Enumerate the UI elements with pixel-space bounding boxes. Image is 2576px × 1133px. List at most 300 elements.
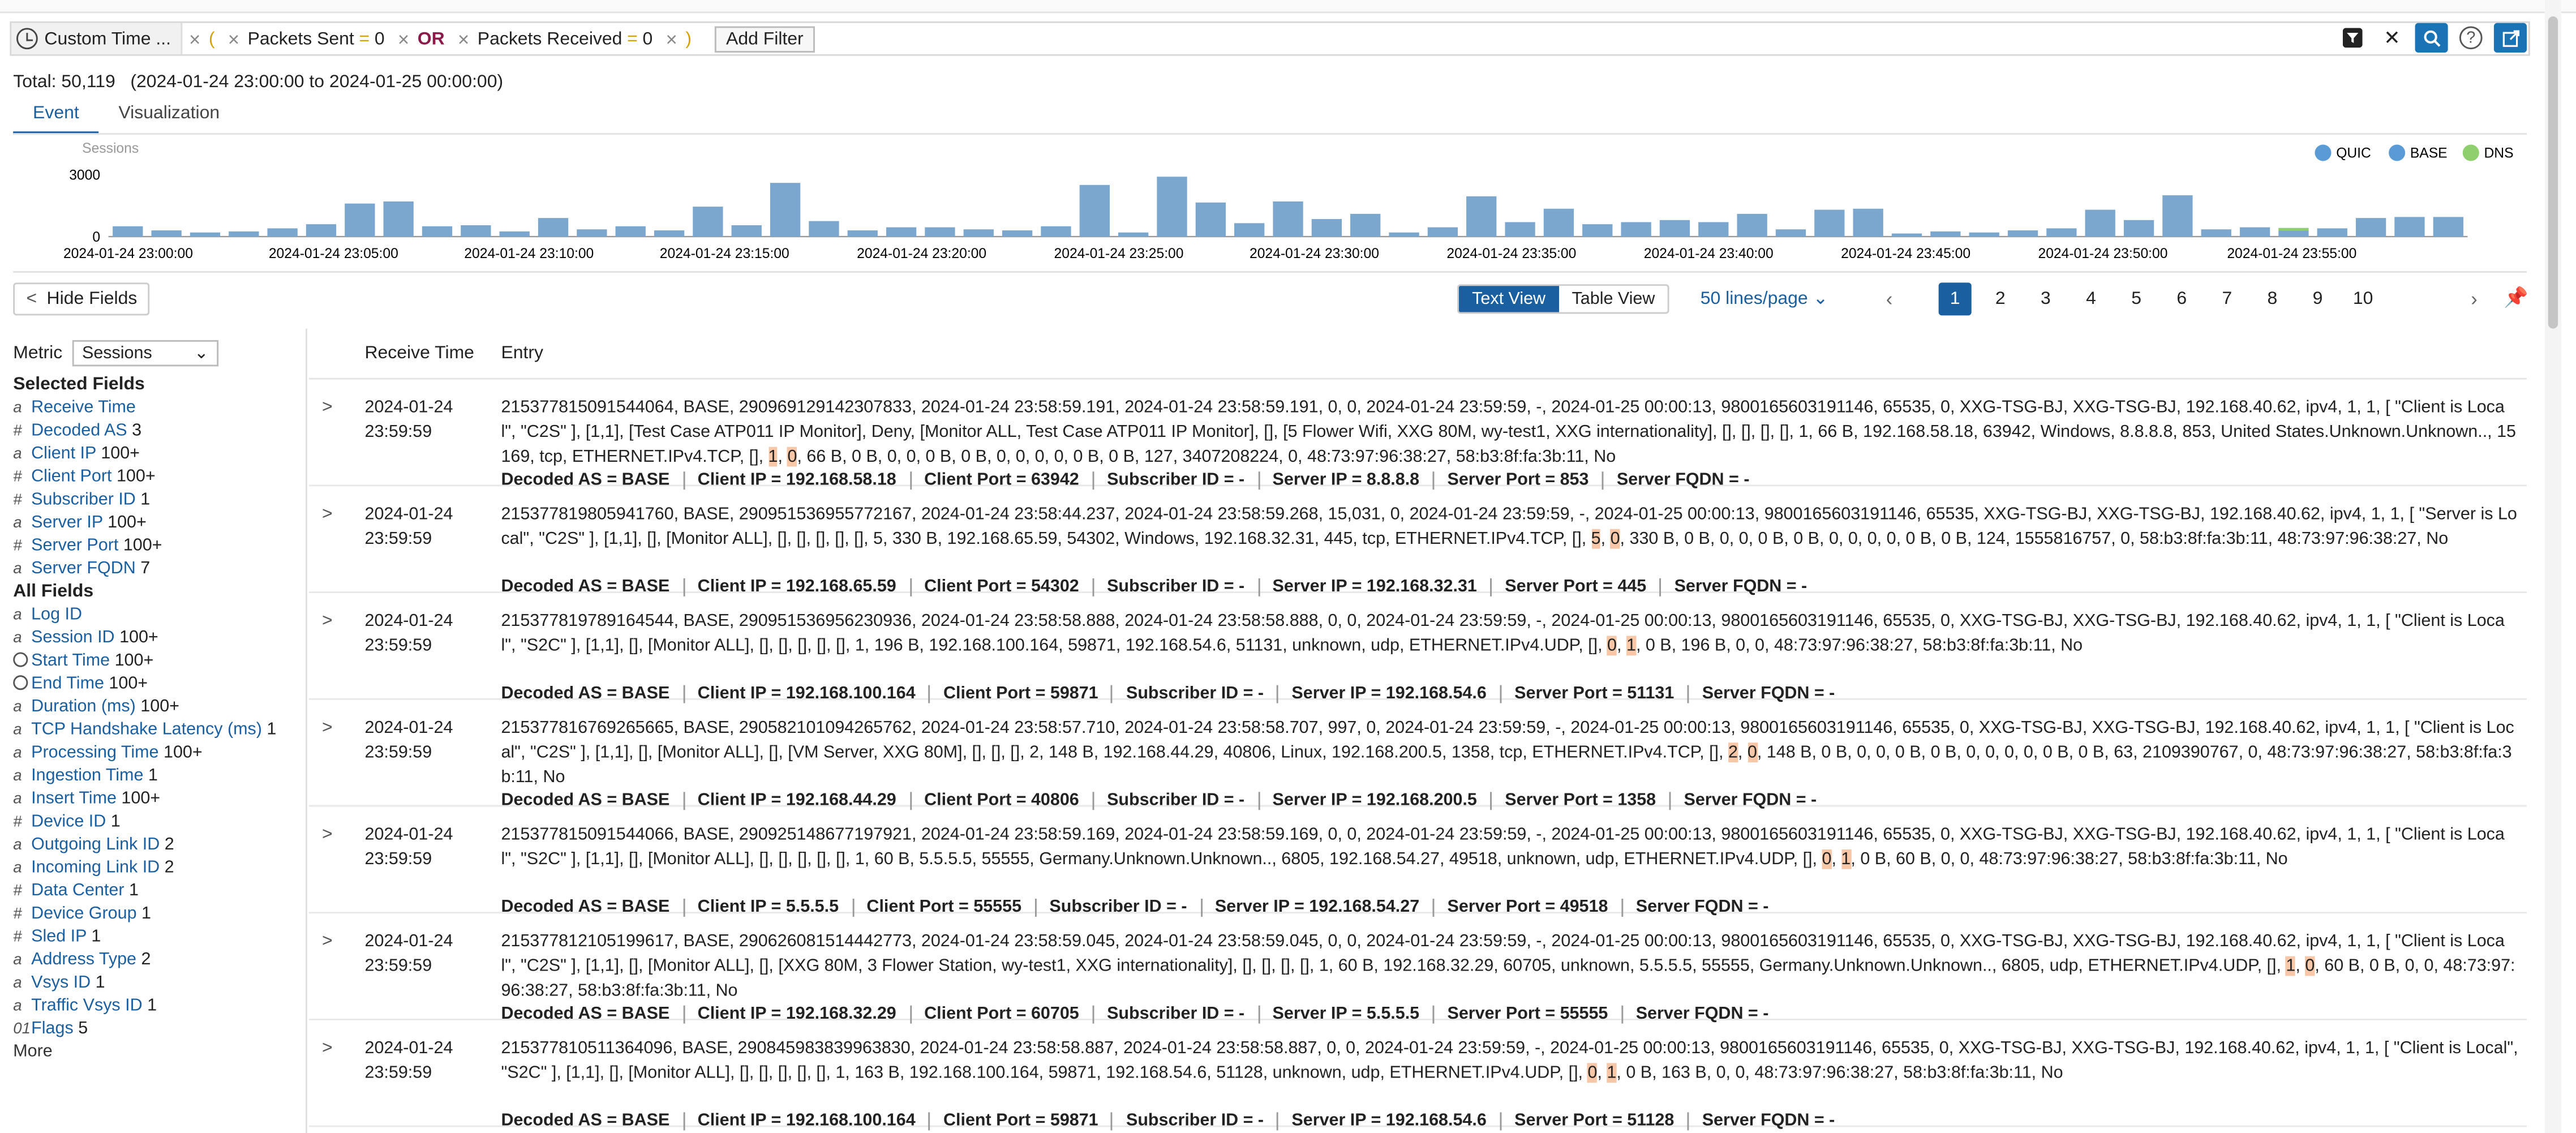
group-close-chip[interactable]: [659, 23, 698, 54]
field-name[interactable]: Vsys ID: [31, 972, 91, 993]
field-type-icon: a: [13, 560, 22, 578]
entry-text[interactable]: [501, 823, 2518, 872]
field-item[interactable]: [13, 948, 306, 971]
filter-value: 0: [642, 28, 653, 49]
scrollbar-thumb[interactable]: [2548, 16, 2558, 329]
bar[interactable]: [2356, 218, 2386, 237]
add-filter-button[interactable]: Add Filter: [715, 25, 815, 52]
bar[interactable]: [1234, 223, 1264, 237]
field-value-pair[interactable]: Server FQDN = -: [1621, 899, 1782, 917]
help-button[interactable]: [2453, 20, 2489, 56]
field-type-icon: a: [13, 698, 22, 716]
bar[interactable]: [693, 207, 723, 237]
page-9-button[interactable]: 9: [2312, 289, 2323, 309]
field-item[interactable]: [13, 419, 306, 442]
field-item[interactable]: [13, 557, 306, 580]
page-3-button[interactable]: 3: [2041, 289, 2051, 309]
bar[interactable]: [732, 225, 762, 237]
field-count: 1: [110, 812, 121, 831]
or-chip[interactable]: [391, 23, 451, 54]
bar[interactable]: [384, 201, 414, 237]
entry-part: , 66 B, 0 B, 0, 0, 0 B, 0 B, 0, 0, 0, 0, 0 B, 0 B, 127, 3407208224, 0, 48:73:97:96:38:27, 58:b3:8f:fa:3b:11, No: [797, 447, 1616, 467]
bar[interactable]: [2201, 229, 2231, 237]
bar[interactable]: [616, 226, 646, 237]
entry-text[interactable]: [501, 930, 2518, 1004]
field-value-pair[interactable]: Server Port = 51128: [1500, 1112, 1688, 1130]
bar[interactable]: [1814, 210, 1844, 237]
field-value-pair[interactable]: Server FQDN = -: [1688, 1112, 1848, 1130]
field-value-pair[interactable]: Client Port = 59871: [929, 1112, 1111, 1130]
field-value-pair[interactable]: Server FQDN = -: [1621, 1006, 1782, 1024]
receive-time-cell: [364, 716, 453, 766]
bar[interactable]: [1466, 196, 1496, 237]
field-item[interactable]: [13, 764, 306, 787]
field-name[interactable]: Client Port: [31, 466, 112, 487]
field-name[interactable]: Incoming Link ID: [31, 857, 160, 878]
bar[interactable]: [1737, 214, 1767, 237]
col-entry[interactable]: Entry: [501, 343, 544, 363]
field-name[interactable]: Device Group: [31, 903, 137, 924]
field-name[interactable]: Processing Time: [31, 743, 159, 763]
receive-date: 2024-01-24: [364, 397, 453, 418]
field-value-pair[interactable]: Subscriber ID = -: [1092, 578, 1257, 596]
field-value-pair[interactable]: Subscriber ID = -: [1111, 1112, 1277, 1130]
metric-label: Metric: [13, 343, 63, 363]
bar[interactable]: [229, 231, 259, 237]
field-value-pair[interactable]: Server IP = 192.168.54.6: [1277, 685, 1500, 703]
packets-received-chip[interactable]: [451, 23, 659, 54]
bar[interactable]: [2162, 195, 2192, 237]
prev-page-button[interactable]: ‹: [1886, 287, 1893, 311]
expand-chevron-icon[interactable]: >: [322, 611, 333, 631]
bar[interactable]: [848, 230, 878, 237]
packets-received-highlight: 1: [1841, 849, 1851, 869]
field-value-pair[interactable]: Subscriber ID = -: [1034, 899, 1200, 917]
table-row[interactable]: [309, 486, 2527, 596]
legend-entry[interactable]: QUIC: [2336, 145, 2371, 161]
page-5-button[interactable]: 5: [2131, 289, 2142, 309]
field-value-pair[interactable]: Decoded AS = BASE: [501, 1003, 670, 1024]
field-value-pair[interactable]: Server Port = 853: [1432, 471, 1602, 490]
packets-sent-highlight: 1: [768, 447, 778, 467]
search-button[interactable]: [2414, 20, 2450, 56]
field-value-pair[interactable]: Subscriber ID = -: [1111, 685, 1277, 703]
field-value-pair[interactable]: Client Port = 54302: [909, 578, 1092, 596]
filter-funnel-icon[interactable]: [2334, 20, 2371, 56]
legend-entry[interactable]: DNS: [2484, 145, 2514, 161]
entry-text[interactable]: [501, 503, 2518, 552]
entry-part: , 0 B, 196 B, 0, 0, 48:73:97:96:38:27, 58:b3:8f:fa:3b:11, No: [1635, 636, 2083, 656]
field-value-pair[interactable]: Subscriber ID = -: [1092, 471, 1257, 490]
field-value-pair[interactable]: Server IP = 192.168.32.31: [1257, 578, 1490, 596]
field-count: 1: [148, 765, 158, 786]
field-value-pair[interactable]: Server FQDN = -: [1659, 578, 1820, 596]
entry-part: 215377819805941760, BASE, 290951536955772167, 2024-01-24 23:58:44.237, 2024-01-24 23:58:59.268, 15,031, 0, 2024-01-24 23:59:59, -, 2024-01-25 00:00:13, 9800165603191146, 65535, XXG-TSG-BJ, XXG-TSG-BJ, 192.168.40.62, ipv4, 1, 1, [ "Server is Local", "C2S" ], [1,1], [], [Monitor ALL], [], [], [], [], [], 5, 330 B, 192.168.65.59, 54302, Windows, 192.168.32.31, 445, tcp, ETHERNET.IPv4.TCP, [],: [501, 504, 2517, 549]
field-value-pair[interactable]: Decoded AS = BASE: [501, 683, 670, 703]
bar[interactable]: [345, 204, 375, 237]
field-name[interactable]: TCP Handshake Latency (ms): [31, 719, 262, 740]
field-item[interactable]: [13, 465, 306, 488]
field-type-icon: a: [13, 629, 22, 647]
entry-text[interactable]: [501, 610, 2518, 659]
field-type-icon: a: [13, 445, 22, 464]
field-value-pair[interactable]: Server Port = 55555: [1432, 1006, 1621, 1024]
field-count: 2: [164, 857, 174, 878]
field-name[interactable]: Subscriber ID: [31, 490, 136, 509]
total-count: Total: 50,119: [13, 72, 115, 92]
field-value-pair[interactable]: Decoded AS = BASE: [501, 576, 670, 596]
tab-event[interactable]: Event: [13, 104, 98, 135]
field-value-pair[interactable]: Server FQDN = -: [1602, 471, 1763, 490]
fields-list: [13, 373, 306, 1063]
tab-visualization[interactable]: Visualization: [118, 103, 220, 123]
receive-date: 2024-01-24: [364, 611, 453, 631]
field-item[interactable]: [13, 902, 306, 925]
bar[interactable]: [461, 225, 491, 237]
page-1-button[interactable]: 1: [1939, 282, 1972, 315]
bar[interactable]: [2085, 210, 2115, 237]
bar[interactable]: [1389, 233, 1419, 237]
bar[interactable]: [1582, 224, 1612, 237]
next-page-button[interactable]: ›: [2471, 287, 2478, 311]
field-value-pair[interactable]: Client Port = 63942: [909, 471, 1092, 490]
close-icon[interactable]: ×: [457, 27, 470, 50]
field-count: 100+: [123, 535, 162, 556]
bar[interactable]: [2124, 220, 2154, 237]
bar[interactable]: [2433, 217, 2463, 237]
bar[interactable]: [1969, 233, 1999, 237]
page-2-button[interactable]: 2: [1995, 289, 2006, 309]
bar[interactable]: [1892, 234, 1922, 237]
page-7-button[interactable]: 7: [2222, 289, 2232, 309]
field-value-pair[interactable]: Client IP = 192.168.65.59: [683, 578, 909, 596]
x-tick-label: 2024-01-24 23:45:00: [1841, 246, 1971, 261]
field-value-pair[interactable]: Subscriber ID = -: [1092, 792, 1257, 810]
table-row[interactable]: [309, 913, 2527, 1024]
field-value-pair[interactable]: Server IP = 192.168.54.6: [1277, 1112, 1500, 1130]
bar[interactable]: [964, 229, 994, 237]
bar[interactable]: [1118, 233, 1148, 237]
field-name[interactable]: Flags: [31, 1018, 74, 1038]
clear-icon[interactable]: ✕: [2384, 26, 2401, 50]
expand-chevron-icon[interactable]: >: [322, 932, 333, 951]
page-10-button[interactable]: 10: [2352, 289, 2373, 309]
entry-part: , 148 B, 0 B, 0, 0, 0 B, 0 B, 0, 0, 0, 0, 0 B, 0 B, 63, 2109390767, 0, 48:73:97:96:38:27, 58:b3:8f:fa:3b:11, No: [501, 743, 2512, 787]
field-type-icon: a: [13, 514, 22, 533]
more-link[interactable]: More: [13, 1041, 53, 1062]
receive-date: 2024-01-24: [364, 932, 453, 951]
x-tick-label: 2024-01-24 23:00:00: [63, 246, 193, 261]
filter-bar[interactable]: [10, 22, 2530, 56]
bar[interactable]: [151, 230, 181, 237]
field-value-pair[interactable]: Client IP = 192.168.58.18: [683, 471, 909, 490]
x-tick-label: 2024-01-24 23:15:00: [659, 246, 789, 261]
table-row[interactable]: [309, 593, 2527, 703]
bar[interactable]: [886, 228, 916, 237]
bar[interactable]: [2278, 230, 2308, 237]
field-item[interactable]: [13, 672, 306, 695]
expand-chevron-icon[interactable]: >: [322, 397, 333, 418]
bar[interactable]: [1544, 209, 1574, 237]
bar[interactable]: [1312, 219, 1342, 237]
field-name[interactable]: Data Center: [31, 881, 124, 900]
field-name[interactable]: Duration (ms): [31, 696, 136, 716]
bar[interactable]: [1428, 228, 1458, 237]
bar[interactable]: [190, 233, 220, 237]
expand-chevron-icon[interactable]: >: [322, 504, 333, 525]
bar[interactable]: [2008, 230, 2038, 237]
receive-date: 2024-01-24: [364, 1038, 453, 1058]
x-tick-label: 2024-01-24 23:40:00: [1643, 246, 1774, 261]
field-item[interactable]: [13, 603, 306, 626]
packets-received-highlight: 1: [1607, 1063, 1617, 1083]
field-value-pair[interactable]: Server Port = 445: [1490, 578, 1659, 596]
table-row[interactable]: [309, 380, 2527, 490]
table-row[interactable]: [309, 700, 2527, 810]
field-item[interactable]: [13, 787, 306, 810]
x-tick-label: 2024-01-24 23:35:00: [1446, 246, 1577, 261]
all-title: All Fields: [13, 581, 94, 602]
field-item[interactable]: [13, 925, 306, 948]
field-name[interactable]: Log ID: [31, 604, 82, 625]
field-value-pair[interactable]: Server Port = 1358: [1490, 792, 1669, 810]
metric-value: Sessions: [82, 343, 152, 363]
x-tick-label: 2024-01-24 23:30:00: [1250, 246, 1379, 261]
field-item[interactable]: [13, 741, 306, 764]
field-item[interactable]: [13, 833, 306, 856]
or-operator: OR: [417, 28, 445, 49]
bar[interactable]: [1196, 203, 1226, 237]
field-item[interactable]: [13, 879, 306, 902]
field-count: 1: [147, 995, 157, 1016]
entry-part: 215377815091544064, BASE, 290969129142307833, 2024-01-24 23:58:59.191, 2024-01-24 23:58:59.191, 0, 0, 2024-01-24 23:59:59, -, 2024-01-25 00:00:13, 9800165603191146, 65535, 0, XXG-TSG-BJ, XXG-TSG-BJ, 192.168.40.62, ipv4, 1, 1, [ "Client is Local", "C2S" ], [1,1], [Test Case ATP011 IP Monitor], Deny, [Monitor ALL, Test Case ATP011 IP Monitor], [], [5 Flower Wifi, XXG 80M, wy-test1, XXG internationality], [], [], [], [], 1, 66 B, 192.168.58.18, 63942, Windows, 8.8.8.8, 853, United States.Unknown.Unknown.., 15169, tcp, ETHERNET.IPv4.TCP, [],: [501, 397, 2517, 467]
field-item[interactable]: [13, 534, 306, 557]
field-value-pair[interactable]: Decoded AS = BASE: [501, 470, 670, 490]
packets-sent-highlight: 1: [2286, 956, 2296, 976]
receive-clock: 23:59:59: [364, 422, 432, 442]
filter-key: Packets Received: [477, 28, 622, 49]
legend-entry[interactable]: BASE: [2410, 145, 2448, 161]
bar[interactable]: [1660, 220, 1690, 237]
field-name[interactable]: Receive Time: [31, 397, 136, 418]
field-name[interactable]: Session ID: [31, 627, 115, 647]
field-value-pair[interactable]: Server Port = 49518: [1432, 899, 1621, 917]
field-item[interactable]: [13, 856, 306, 879]
field-name[interactable]: Ingestion Time: [31, 765, 144, 786]
bar[interactable]: [809, 221, 839, 237]
field-name[interactable]: Outgoing Link ID: [31, 834, 160, 855]
bar[interactable]: [113, 226, 143, 237]
bar[interactable]: [1002, 230, 1032, 237]
close-icon[interactable]: ×: [227, 27, 240, 50]
table-row[interactable]: [309, 1020, 2527, 1131]
bar[interactable]: [267, 228, 297, 237]
field-name[interactable]: Insert Time: [31, 788, 117, 809]
col-receive-time[interactable]: Receive Time: [364, 343, 474, 363]
pin-icon[interactable]: 📌: [2504, 286, 2528, 309]
table-view-button[interactable]: Table View: [1572, 289, 1655, 309]
bar[interactable]: [1041, 226, 1071, 237]
bar[interactable]: [500, 231, 530, 237]
receive-time-cell: [364, 930, 453, 979]
packets-sent-chip[interactable]: [221, 23, 391, 54]
field-item[interactable]: [13, 718, 306, 741]
packets-sent-highlight: 2: [1728, 743, 1738, 763]
field-value-pair[interactable]: Server IP = 5.5.5.5: [1257, 1006, 1432, 1024]
bar[interactable]: [306, 224, 336, 237]
field-value-pair[interactable]: Server FQDN = -: [1669, 792, 1830, 810]
field-item[interactable]: [13, 810, 306, 833]
open-paren: (: [208, 28, 215, 49]
field-item[interactable]: [13, 1017, 306, 1040]
field-item[interactable]: [13, 396, 306, 419]
expand-chevron-icon[interactable]: >: [322, 825, 333, 845]
expand-chevron-icon[interactable]: >: [322, 1038, 333, 1058]
field-item[interactable]: [13, 649, 306, 672]
field-value-pair[interactable]: Client Port = 60705: [909, 1006, 1092, 1024]
field-value-pair[interactable]: Decoded AS = BASE: [501, 790, 670, 810]
bar[interactable]: [1080, 185, 1110, 237]
field-count: 3: [132, 420, 142, 441]
field-value-pair[interactable]: Client IP = 192.168.32.29: [683, 1006, 909, 1024]
field-type-icon: a: [13, 399, 22, 418]
bar[interactable]: [422, 226, 452, 237]
field-type-icon: a: [13, 606, 22, 625]
field-value-pair[interactable]: Client Port = 55555: [852, 899, 1034, 917]
metric-select[interactable]: [72, 340, 218, 366]
bar[interactable]: [1776, 229, 1806, 237]
bar[interactable]: [1853, 209, 1883, 237]
field-item[interactable]: [13, 971, 306, 994]
receive-time-cell: [364, 396, 453, 445]
close-icon[interactable]: ×: [397, 27, 410, 50]
bar[interactable]: [1350, 214, 1380, 237]
field-item[interactable]: [13, 442, 306, 465]
bar[interactable]: [2240, 228, 2270, 237]
entry-text[interactable]: [501, 716, 2518, 791]
field-name[interactable]: Traffic Vsys ID: [31, 995, 143, 1016]
entry-part: 215377812105199617, BASE, 290626081514442773, 2024-01-24 23:58:59.045, 2024-01-24 23:58:59.045, 0, 0, 2024-01-24 23:59:59, -, 2024-01-25 00:00:13, 9800165603191146, 65535, 0, XXG-TSG-BJ, XXG-TSG-BJ, 192.168.40.62, ipv4, 1, 1, [ "Client is Local", "C2S" ], [1,1], [], [Monitor ALL], [], [XXG 80M, 3 Flower Station, wy-test1, XXG internationality], [], [], [], [], 1, 60 B, 192.168.32.29, 60705, unknown, 5.5.5.5, 55555, Germany.Unknown.Unknown.., 6805, udp, ETHERNET.IPv4.UDP, [],: [501, 932, 2505, 976]
filter-operator: =: [359, 28, 370, 49]
field-value-pair[interactable]: Server IP = 192.168.54.27: [1200, 899, 1433, 917]
entry-part: 215377819789164544, BASE, 290951536956230936, 2024-01-24 23:58:58.888, 2024-01-24 23:58:58.888, 0, 0, 2024-01-24 23:59:59, -, 2024-01-25 00:00:13, 9800165603191146, 65535, 0, XXG-TSG-BJ, XXG-TSG-BJ, 192.168.40.62, ipv4, 1, 1, [ "Client is Local", "S2C" ], [1,1], [], [Monitor ALL], [], [], [], [], [], 1, 196 B, 192.168.100.164, 59871, 192.168.54.6, 51131, unknown, udp, ETHERNET.IPv4.UDP, [],: [501, 611, 2505, 656]
text-view-button[interactable]: Text View: [1459, 286, 1559, 312]
field-value-pair[interactable]: Subscriber ID = -: [1092, 1006, 1257, 1024]
entry-part: , 0 B, 60 B, 0, 0, 48:73:97:96:38:27, 58:b3:8f:fa:3b:11, No: [1851, 849, 2288, 869]
page-8-button[interactable]: 8: [2267, 289, 2278, 309]
fields-sidebar: [0, 329, 307, 1133]
field-value-pair[interactable]: Client IP = 192.168.44.29: [683, 792, 909, 810]
field-value-pair[interactable]: Client IP = 192.168.100.164: [683, 1112, 929, 1130]
field-name[interactable]: Server IP: [31, 512, 103, 533]
bar[interactable]: [925, 228, 955, 237]
field-value-pair[interactable]: Server IP = 192.168.200.5: [1257, 792, 1490, 810]
entry-part: , 330 B, 0 B, 0, 0, 0 B, 0 B, 0, 0, 0, 0, 0 B, 0 B, 124, 1555816757, 0, 58:b3:8f:fa:3b:11, 48:73:97:96:38:27, No: [1620, 529, 2449, 549]
field-value-pair[interactable]: Client Port = 40806: [909, 792, 1092, 810]
view-toggle: [1457, 284, 1669, 314]
bar[interactable]: [1621, 222, 1651, 237]
receive-clock: 23:59:59: [364, 529, 432, 549]
field-name[interactable]: Address Type: [31, 949, 137, 969]
field-count: 100+: [114, 650, 154, 671]
field-name[interactable]: Decoded AS: [31, 420, 127, 441]
field-item[interactable]: [13, 994, 306, 1017]
field-count: 1: [91, 926, 101, 947]
table-row[interactable]: [309, 806, 2527, 917]
field-item[interactable]: [13, 511, 306, 534]
field-name[interactable]: Server FQDN: [31, 559, 136, 578]
entry-text[interactable]: [501, 396, 2518, 470]
field-count: 1: [129, 881, 139, 900]
bar[interactable]: [577, 229, 607, 237]
bar[interactable]: [2046, 228, 2076, 237]
field-name[interactable]: End Time: [31, 673, 104, 694]
lines-per-page-select[interactable]: [1701, 287, 1828, 309]
packets-sent-highlight: 0: [1822, 849, 1832, 869]
bar[interactable]: [1505, 222, 1535, 237]
bar[interactable]: [1930, 231, 1960, 237]
page-4-button[interactable]: 4: [2086, 289, 2096, 309]
dns-bar-segment[interactable]: [2278, 228, 2308, 230]
bar[interactable]: [1698, 222, 1728, 237]
field-type-icon: #: [13, 905, 22, 924]
field-count: 5: [78, 1018, 88, 1038]
time-filter-chip[interactable]: [11, 23, 182, 54]
legend-swatch: [2463, 144, 2479, 161]
field-item[interactable]: [13, 695, 306, 718]
receive-date: 2024-01-24: [364, 504, 453, 525]
expand-chevron-icon[interactable]: >: [322, 718, 333, 738]
bar[interactable]: [654, 230, 684, 237]
page-6-button[interactable]: 6: [2176, 289, 2187, 309]
group-open-chip[interactable]: [182, 23, 221, 54]
entry-text[interactable]: [501, 1037, 2518, 1086]
bar[interactable]: [1273, 201, 1303, 237]
bar[interactable]: [2394, 217, 2424, 237]
close-icon[interactable]: ×: [666, 27, 677, 50]
packets-received-highlight: 0: [1610, 529, 1620, 549]
field-name[interactable]: Server Port: [31, 535, 119, 556]
field-type-icon: #: [13, 468, 22, 487]
field-item[interactable]: [13, 488, 306, 511]
field-value-pair[interactable]: Client Port = 59871: [929, 685, 1111, 703]
field-value-pair[interactable]: Decoded AS = BASE: [501, 1110, 670, 1131]
bar[interactable]: [1157, 177, 1187, 237]
field-value-pair[interactable]: Server Port = 51131: [1500, 685, 1688, 703]
field-value-pair[interactable]: Client IP = 192.168.100.164: [683, 685, 929, 703]
hide-fields-button[interactable]: [13, 282, 150, 315]
field-value-pair[interactable]: Server IP = 8.8.8.8: [1257, 471, 1432, 490]
close-paren: ): [685, 28, 692, 49]
field-value-pair[interactable]: Decoded AS = BASE: [501, 897, 670, 917]
field-name[interactable]: Device ID: [31, 812, 106, 831]
field-count: 100+: [119, 627, 158, 647]
field-count: 2: [141, 949, 151, 969]
field-name[interactable]: Client IP: [31, 443, 96, 464]
export-button[interactable]: [2492, 20, 2528, 56]
field-value-pair[interactable]: Client IP = 5.5.5.5: [683, 899, 852, 917]
close-icon[interactable]: ×: [188, 27, 201, 50]
packets-sent-highlight: 0: [1607, 636, 1617, 656]
bar[interactable]: [770, 183, 800, 237]
field-value-pair[interactable]: Server FQDN = -: [1688, 685, 1848, 703]
bar[interactable]: [538, 218, 568, 237]
bar[interactable]: [2317, 228, 2347, 237]
top-strip: [0, 0, 2576, 13]
field-item[interactable]: [13, 626, 306, 649]
field-name[interactable]: Sled IP: [31, 926, 87, 947]
field-name[interactable]: Start Time: [31, 650, 110, 671]
